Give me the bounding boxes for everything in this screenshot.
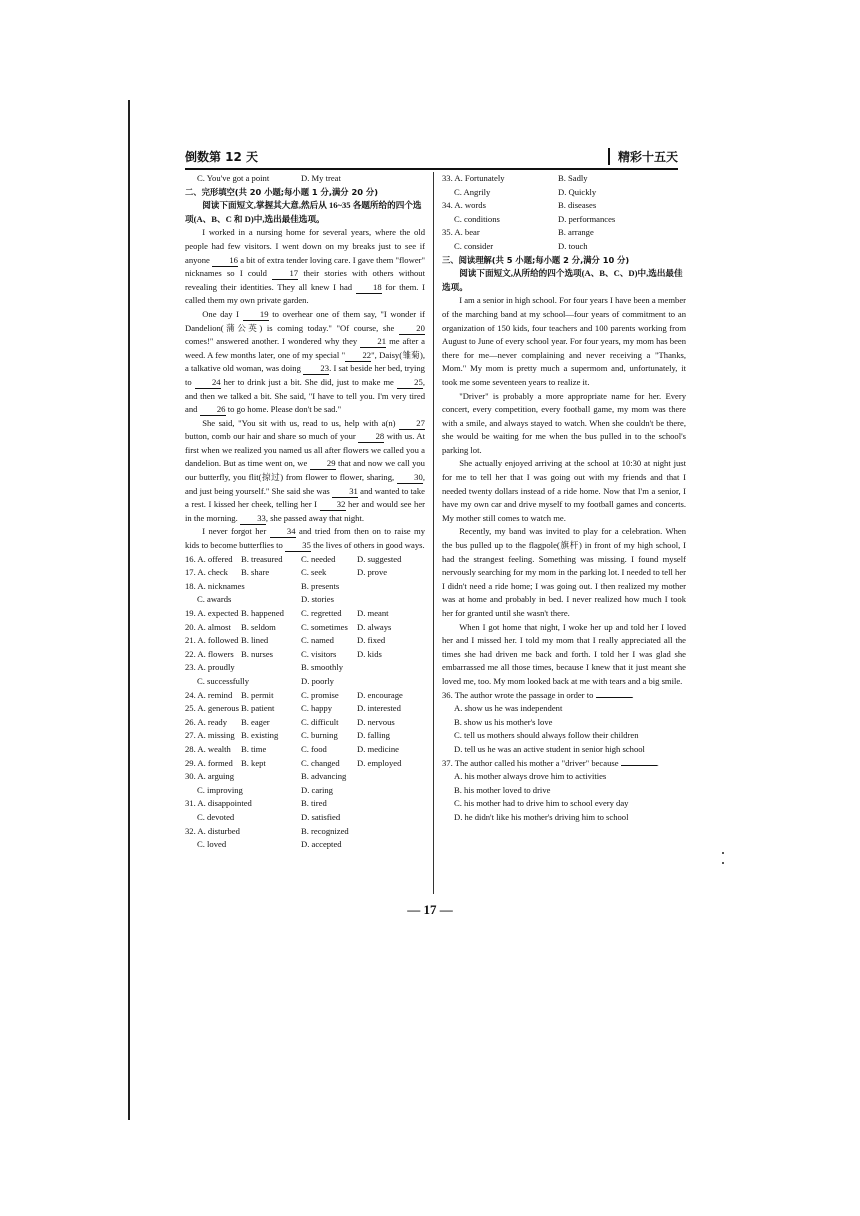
cloze-blank: 23 [303,363,329,375]
cloze-blank: 21 [360,336,386,348]
previous-question-tail [185,172,425,186]
reading-paragraph: She actually enjoyed arriving at the school at 10:30 at night just for me to tell her that I was going out with my friends and that I needed twenty dollars instead of a ride home. Now that I'm a senior, I have my own car and drive myself to my football games and concerts. My mother still comes to watch me. [442,458,686,523]
option-row [185,553,425,567]
option-d: D. suggested [357,553,402,564]
option-c: C. Angrily [454,186,491,197]
option-d: D. kids [357,648,382,659]
option-b: B. kept [241,757,266,768]
option-c: C. awards [197,594,232,605]
page-header [185,148,678,166]
option-a: 30. A. arguing [185,771,235,782]
option-b: B. presents [301,580,340,591]
option-row [442,226,686,240]
header-countdown: 倒数第 12 天 [185,150,259,164]
option-c: C. promise [301,689,339,700]
option-d: D. stories [301,594,334,605]
question-stem: 37. The author called his mother a "driver" because . [442,757,659,768]
cloze-blank: 27 [399,418,425,430]
option-a: 31. A. disappointed [185,798,252,809]
option-d: D. fixed [357,635,386,646]
option-a: 33. A. Fortunately [442,173,505,183]
option-a: 32. A. disturbed [185,825,240,836]
option-row [185,593,425,607]
section-title-cloze: 二、完形填空(共 20 小题;每小题 1 分,满分 20 分) [185,186,379,197]
option-c: C. burning [301,730,338,741]
option-a: 27. A. missing [185,730,235,741]
cloze-blank: 34 [270,526,296,538]
option-row [185,566,425,580]
option-b: B. smoothly [301,662,344,673]
option-c: C. visitors [301,648,337,659]
cloze-paragraph: One day I 19 to overhear one of them say, "I wonder if Dandelion(蒲公英) is coming today." "Of course, she 20 comes!" answered another. I wondered why they 21 me after a weed. A few months later, one of my special " 22", Daisy(雏菊), a talkative old woman, was doing 23. I sat beside her bed, trying to 24 her to drink just a bit. She did, just to make me 25, and then we talked a bit. She said, "I have to tell you. I'm very tired and 26 to go home. Please don't be sad." [185,308,425,415]
option-b: B. recognized [301,825,349,836]
option-b: B. time [241,743,267,754]
option-row [185,621,425,635]
cloze-blank: 20 [399,323,425,335]
cloze-blank: 26 [200,404,226,416]
cloze-blank: 31 [332,486,358,498]
option-row [185,825,425,839]
cloze-blank: 19 [243,309,269,321]
option-d: D. nervous [357,716,395,727]
option-row [185,702,425,716]
header-rule [185,168,678,170]
cloze-blank: 30 [397,472,423,484]
option-a: 26. A. ready [185,716,228,727]
cloze-paragraph: She said, "You sit with us, read to us, help with a(n) 27 button, comb our hair and share so much of your 28 with us. At first when we realized you named us all after flowers we called you a dandelion. But as time went on, we 29 that and now we call you our butterfly, you flit(掠过) from flower to flower, sharing, 30, and just being yourself." She said she was 31 and wanted to take a rest. I kissed her cheek, telling her I 32 her and would see her in the morning. 33, she passed away that night. [185,417,425,523]
cloze-paragraph: I never forgot her 34 and tried from then on to raise my kids to become butterflies to 35 the lives of others in good ways. [185,526,426,551]
question-option: B. show us his mother's love [454,716,553,727]
option-a: 23. A. proudly [185,662,235,673]
question-option: A. show us he was independent [454,703,563,714]
scan-speck [722,852,724,854]
option-c: C. successfully [197,675,250,686]
option-a: 34. A. words [442,200,486,211]
option-d: D. falling [357,730,390,741]
option-b: B. patient [241,703,275,714]
cloze-blank: 24 [195,377,221,389]
option-b: B. seldom [241,621,276,632]
option-d: D. meant [357,608,389,618]
option-b: B. lined [241,635,269,646]
option-row [185,811,425,825]
question-option: A. his mother always drove him to activities [454,771,607,782]
option-row [185,661,425,675]
cloze-blank: 17 [272,268,298,280]
reading-paragraph: Recently, my band was invited to play for a celebration. When the bus pulled up to the flagpole(旗杆) in front of my high school, I had the strangest feeling. Something was missing. I found myself nervously searching for my mom in the parking lot. I needed to tell her I didn't need a ride home; I was going out. I then realized my mother was at home and probably in bed. I never realized how much I took her for granted until she wasn't there. [442,526,686,618]
option-c: C. named [301,635,334,646]
option-row [185,838,425,852]
option-a: 25. A. generous [185,703,239,714]
cloze-blank: 35 [285,540,311,552]
cloze-paragraph: I worked in a nursing home for several years, where the old people had few visitors. I went down on my breaks just to see if anyone 16 a bit of extra tender loving care. I gave them "flower" nicknames so I could 17 their stories with others without revealing their identities. They all knew I had 18 for them. I called them my own private garden. [185,227,425,306]
option-c: C. conditions [454,213,500,224]
option-row [185,716,425,730]
option-b: B. diseases [558,200,597,211]
option-row [185,689,425,703]
cloze-instruction: 阅读下面短文,掌握其大意,然后从 16~35 各题所给的四个选项(A、B、C 和 D)中,选出最佳选项。 [185,200,422,224]
option-d: D. prove [357,567,388,578]
option-b: B. eager [241,716,270,727]
option-d: D. My treat [301,173,341,183]
option-row [185,770,425,784]
option-row [442,199,686,213]
cloze-blank: 25 [397,377,423,389]
option-d: D. Quickly [558,186,597,197]
option-row [185,743,425,757]
column-divider [433,172,434,894]
option-d: D. encourage [357,689,403,700]
option-d: D. poorly [301,675,334,686]
option-a: 35. A. bear [442,227,480,238]
option-d: D. performances [558,213,616,224]
reading-passage [442,294,686,688]
option-c: C. difficult [301,716,339,727]
option-row [442,172,686,186]
option-c: C. sometimes [301,621,348,632]
option-row [442,186,686,200]
cloze-blank: 16 [212,255,238,267]
option-row [185,634,425,648]
option-d: D. caring [301,784,333,795]
option-a: 20. A. almost [185,621,231,632]
reading-instruction: 阅读下面短文,从所给的四个选项(A、B、C、D)中,选出最佳选项。 [442,268,683,292]
question-option: C. tell us mothers should always follow their children [454,730,639,741]
option-c: C. consider [454,240,494,251]
option-b: B. happened [241,608,284,618]
option-a: 16. A. offered [185,553,233,564]
option-row [185,675,425,689]
option-a: 19. A. expected [185,608,239,618]
option-c: C. changed [301,757,340,768]
option-c: C. food [301,743,327,754]
option-a: 29. A. formed [185,757,233,768]
option-row [442,240,686,254]
option-row [442,213,686,227]
option-c: C. improving [197,784,243,795]
option-d: D. employed [357,757,402,768]
option-a: 22. A. flowers [185,648,234,659]
binding-margin-line [128,100,130,1120]
right-column [442,172,686,825]
option-b: B. nurses [241,648,273,659]
section-title-reading: 三、阅读理解(共 5 小题;每小题 2 分,满分 10 分) [442,254,630,265]
option-d: D. interested [357,703,401,714]
option-a: 28. A. wealth [185,743,231,754]
option-row [185,648,425,662]
option-row [185,607,425,621]
option-d: D. touch [558,240,588,251]
cloze-blank: 22 [345,350,371,362]
option-a: 24. A. remind [185,689,233,700]
option-b: B. advancing [301,771,347,782]
answer-blank [596,697,632,698]
option-b: B. tired [301,798,327,809]
cloze-blank: 32 [320,499,346,511]
cloze-blank: 18 [356,282,382,294]
question-option: C. his mother had to drive him to school every day [454,798,629,809]
option-c: C. loved [197,839,227,850]
scan-speck [722,862,724,864]
header-series-title: 精彩十五天 [608,148,678,165]
question-option: B. his mother loved to drive [454,784,551,795]
question-stem: 36. The author wrote the passage in order to . [442,689,634,700]
option-b: B. permit [241,689,274,700]
option-b: B. existing [241,730,279,741]
option-row [185,729,425,743]
option-d: D. medicine [357,743,399,754]
option-b: B. Sadly [558,173,588,183]
option-c: C. regretted [301,608,342,618]
option-a: 18. A. nicknames [185,580,245,591]
cloze-blank: 29 [310,458,336,470]
cloze-options-continued [442,172,686,254]
reading-questions [442,689,686,825]
left-column [185,172,425,852]
option-d: D. accepted [301,839,342,850]
option-b: B. share [241,567,270,578]
option-d: D. always [357,621,392,632]
question-option: D. tell us he was an active student in senior high school [454,743,645,754]
cloze-blank: 28 [358,431,384,443]
option-row [185,580,425,594]
cloze-options [185,553,425,852]
reading-paragraph: When I got home that night, I woke her up and told her I loved her and I missed her. I told my mom that I really appreciated all the times she had driven me back and forth. I told her I was glad she embarrassed me all those times, because I knew that it just meant she loved me, too. My mom looked back at me with tears and a big smile. [442,621,686,686]
option-b: B. arrange [558,227,594,238]
page-number: — 17 — [407,902,453,917]
option-c: C. happy [301,703,333,714]
cloze-passage [185,226,425,552]
option-row [185,784,425,798]
option-c: C. needed [301,553,336,564]
option-c: C. devoted [197,811,235,822]
option-c: C. seek [301,567,327,578]
option-d: D. satisfied [301,811,341,822]
option-c: C. You've got a point [197,173,270,183]
answer-blank [621,765,657,766]
cloze-blank: 33 [240,513,266,525]
option-b: B. treasured [241,553,283,564]
option-a: 21. A. followed [185,635,239,646]
reading-paragraph: "Driver" is probably a more appropriate name for her. Every concert, every competition, every football game, my mom was there with a smile, and always stayed to watch. When she couldn't be there, she would be waiting for me when the bus pulled in to the school's parking lot. [442,390,686,455]
option-row [185,757,425,771]
reading-paragraph: I am a senior in high school. For four years I have been a member of the marching band at my school—four years of commitment to an organization of 150 kids, four teachers and 100 parents working from August to June of every school year. For four years, my mom has been there for me—never complaining and never receiving a "Thanks, Mom." My mom is pretty much a supermom and, unfortunately, it took me some seventeen years to realize it. [442,295,686,387]
question-option: D. he didn't like his mother's driving him to school [454,811,629,822]
option-a: 17. A. check [185,567,228,578]
option-row [185,797,425,811]
